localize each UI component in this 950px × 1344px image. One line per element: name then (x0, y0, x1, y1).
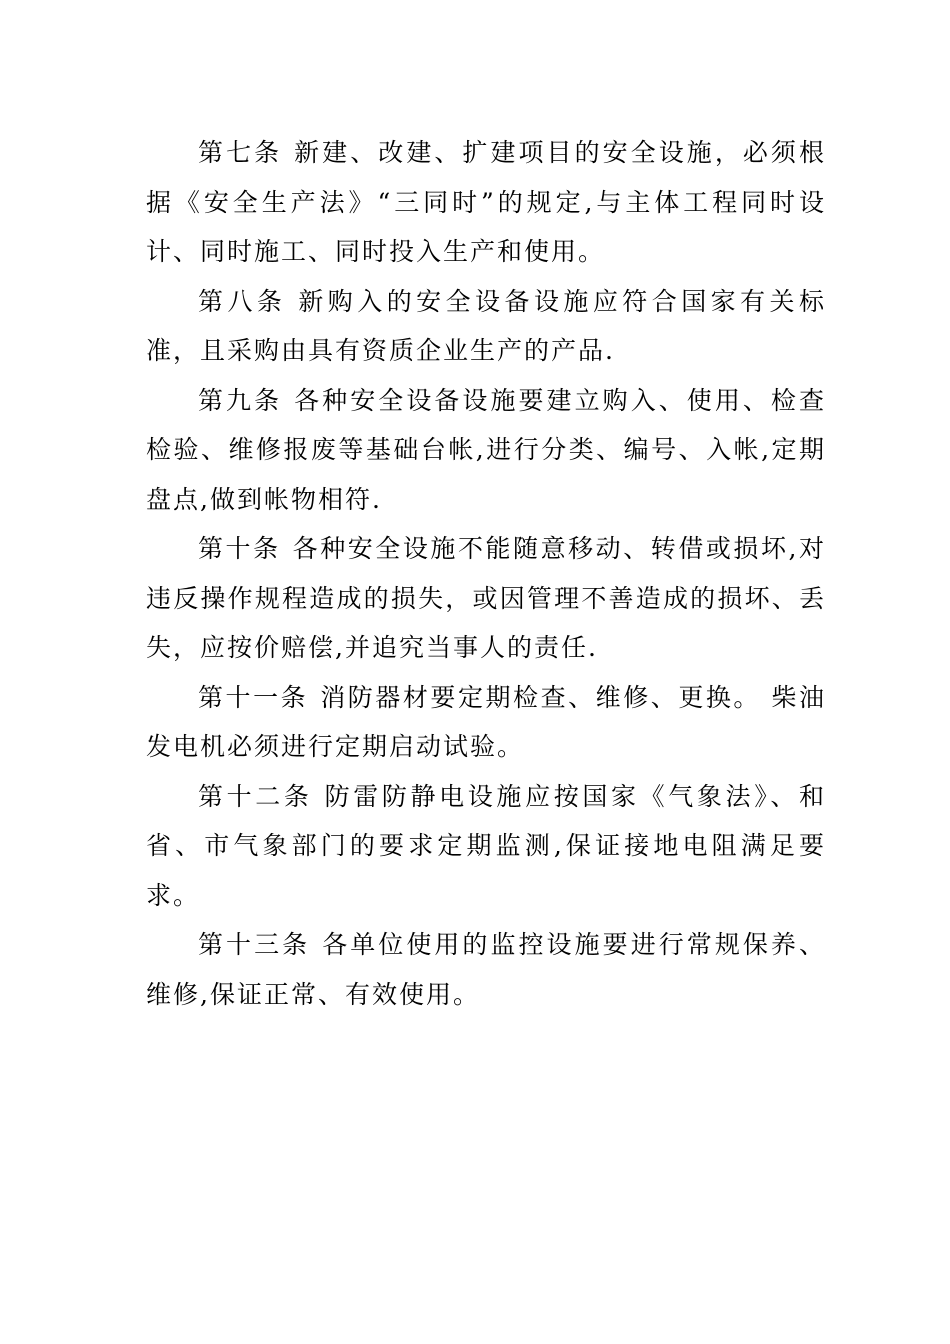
document-body (146, 128, 826, 1019)
article-12 (146, 772, 826, 921)
article-text: 新建、改建、扩建项目的安全设施，必须根据《安全生产法》“三同时”的规定,与主体工程同时设计、同时施工、同时投入生产和使用。 (146, 138, 826, 266)
article-number: 第十条 (198, 534, 281, 563)
article-7 (146, 128, 826, 277)
article-number: 第十三条 (198, 930, 311, 959)
article-text: 各种安全设施不能随意移动、转借或损坏,对违反操作规程造成的损失，或因管理不善造成的损坏、丢失，应按价赔偿,并追究当事人的责任. (146, 534, 826, 662)
article-11 (146, 673, 826, 772)
article-number: 第十二条 (198, 781, 313, 811)
article-text: 防雷防静电设施应按国家《气象法》、和省、市气象部门的要求定期监测,保证接地电阻满足要求。 (146, 781, 826, 910)
article-13 (146, 920, 826, 1019)
article-text: 消防器材要定期检查、维修、更换。 柴油发电机必须进行定期启动试验。 (146, 682, 826, 761)
article-10 (146, 524, 826, 673)
article-number: 第八条 (198, 286, 287, 316)
article-9 (146, 376, 826, 525)
article-number: 第七条 (198, 138, 283, 167)
article-text: 各单位使用的监控设施要进行常规保养、维修,保证正常、有效使用。 (146, 930, 826, 1009)
article-text: 新购入的安全设备设施应符合国家有关标准，且采购由具有资质企业生产的产品. (146, 286, 826, 365)
article-number: 第九条 (198, 385, 283, 415)
article-number: 第十一条 (198, 682, 309, 712)
article-text: 各种安全设备设施要建立购入、使用、检查检验、维修报废等基础台帐,进行分类、编号、入帐,定期盘点,做到帐物相符. (146, 385, 826, 514)
article-8 (146, 277, 826, 376)
